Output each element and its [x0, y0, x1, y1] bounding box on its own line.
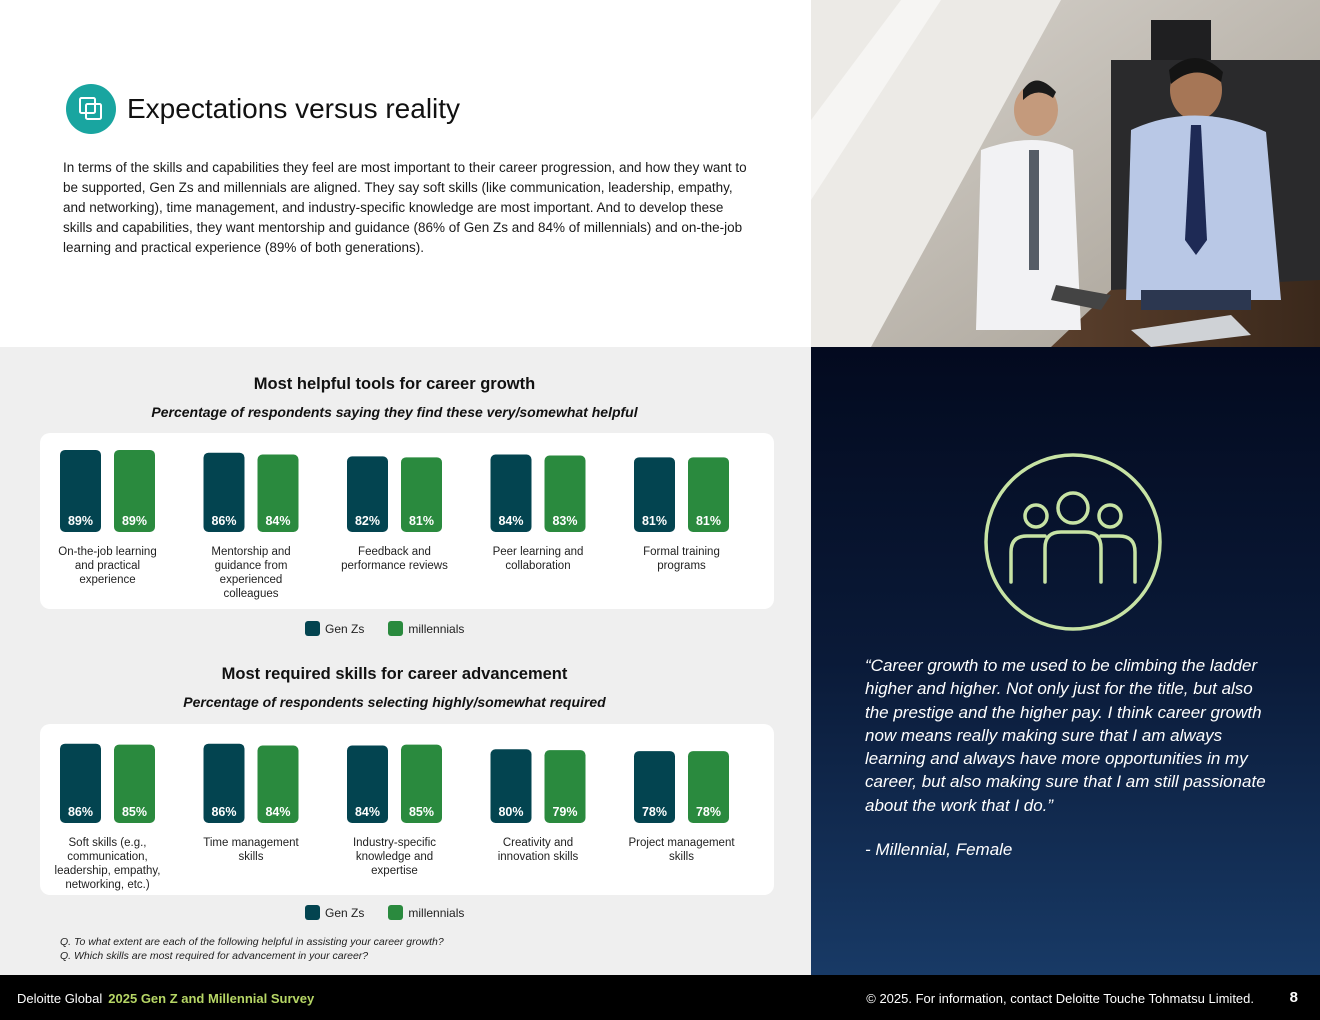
bar-value-label: 89% [121, 514, 148, 528]
legend-label: Gen Zs [325, 905, 365, 920]
legend-swatch-gen-z [305, 621, 320, 636]
chart-1-card [40, 433, 774, 609]
category-label: On-the-job learning and practical experience [58, 546, 157, 586]
legend-item-millennials [388, 621, 464, 636]
bar-value-label: 78% [641, 805, 668, 819]
intro-paragraph: In terms of the skills and capabilities they feel are most important to their career progression, and how they want to be supported, Gen Zs and millennials are aligned. They say soft skills (like communication, leadership, empathy, and networking), time management, and industry-specific knowledge are most important. And to develop these skills and capabilities, they want mentorship and guidance (86% of Gen Zs and 84% of millennials) and on-the-job learning and practical experience (89% of both generations). [63, 160, 747, 255]
legend-label: millennials [408, 905, 465, 920]
legend-swatch-millennials [388, 621, 403, 636]
bar-value-label: 85% [121, 805, 148, 819]
bar-value-label: 89% [67, 514, 94, 528]
bar-value-label: 78% [695, 805, 722, 819]
category-label: Formal training programs [643, 546, 720, 572]
bar-value-label: 79% [552, 805, 578, 819]
bar-value-label: 84% [265, 514, 291, 528]
category-label: Creativity and innovation skills [497, 837, 579, 863]
bar-value-label: 84% [354, 805, 381, 819]
chart-2-legend [305, 905, 488, 920]
category-label: Mentorship and guidance from experienced colleagues [211, 546, 291, 600]
legend-item-gen-z [305, 905, 364, 920]
chart-1-subtitle: Percentage of respondents saying they find these very/somewhat helpful [151, 404, 638, 420]
chart-1-legend [305, 621, 488, 636]
legend-swatch-gen-z [305, 905, 320, 920]
legend-label: Gen Zs [325, 621, 365, 636]
chart-2-title: Most required skills for career advancement [221, 665, 568, 683]
footnote-2: Q. Which skills are most required for advancement in your career? [60, 950, 369, 962]
category-label: Project management skills [628, 837, 735, 863]
footer-brand-line [17, 991, 314, 1006]
bar-value-label: 80% [498, 805, 524, 819]
bar-value-label: 86% [67, 805, 94, 819]
page-footer [0, 975, 1320, 1020]
bar-value-label: 81% [641, 514, 668, 528]
section-header [66, 84, 460, 134]
category-label: Soft skills (e.g., communication, leadership, empathy, networking, etc.) [54, 837, 161, 891]
footnote-1: Q. To what extent are each of the following helpful in assisting your career growth? [60, 936, 444, 948]
quote-text: “Career growth to me used to be climbing the ladder higher and higher. Not only just for the title, but also the prestige and the higher pay. I think career growth now means really making sure that I am always learning and always have more opportunities in my career, but also making sure that I am still passionate about the work that I do.” [865, 656, 1266, 815]
bar-value-label: 86% [211, 514, 237, 528]
footer-org: Deloitte Global [17, 991, 103, 1006]
category-label: Time management skills [203, 837, 299, 863]
bar-value-label: 83% [552, 514, 578, 528]
legend-label: millennials [408, 621, 465, 636]
category-label: Peer learning and collaboration [492, 546, 584, 572]
bar-value-label: 86% [211, 805, 237, 819]
chart-2-card [40, 724, 774, 895]
bar-value-label: 81% [695, 514, 722, 528]
quote-panel [811, 347, 1320, 975]
bar-value-label: 84% [498, 514, 524, 528]
people-group-icon [983, 452, 1163, 632]
bar-value-label: 82% [354, 514, 381, 528]
legend-swatch-millennials [388, 905, 403, 920]
page-title: Expectations versus reality [127, 93, 461, 124]
quote-author: - Millennial, Female [865, 840, 1013, 859]
category-label: Industry-specific knowledge and expertise [352, 837, 437, 877]
intro-section [0, 0, 811, 347]
bar-value-label: 85% [408, 805, 435, 819]
survey-footnotes [60, 935, 444, 963]
legend-item-millennials [388, 905, 464, 920]
page-number: 8 [1289, 989, 1298, 1006]
charts-panel [0, 347, 811, 975]
bar-value-label: 81% [408, 514, 435, 528]
office-photo [811, 0, 1320, 347]
category-label: Feedback and performance reviews [341, 546, 448, 572]
footer-report-title: 2025 Gen Z and Millennial Survey [108, 991, 315, 1006]
legend-item-gen-z [305, 621, 364, 636]
chart-1-title: Most helpful tools for career growth [253, 375, 536, 393]
layers-icon [66, 84, 116, 134]
footer-copyright: © 2025. For information, contact Deloitte Touche Tohmatsu Limited. [866, 991, 1254, 1006]
bar-value-label: 84% [265, 805, 291, 819]
chart-2-subtitle: Percentage of respondents selecting highly/somewhat required [183, 694, 606, 710]
